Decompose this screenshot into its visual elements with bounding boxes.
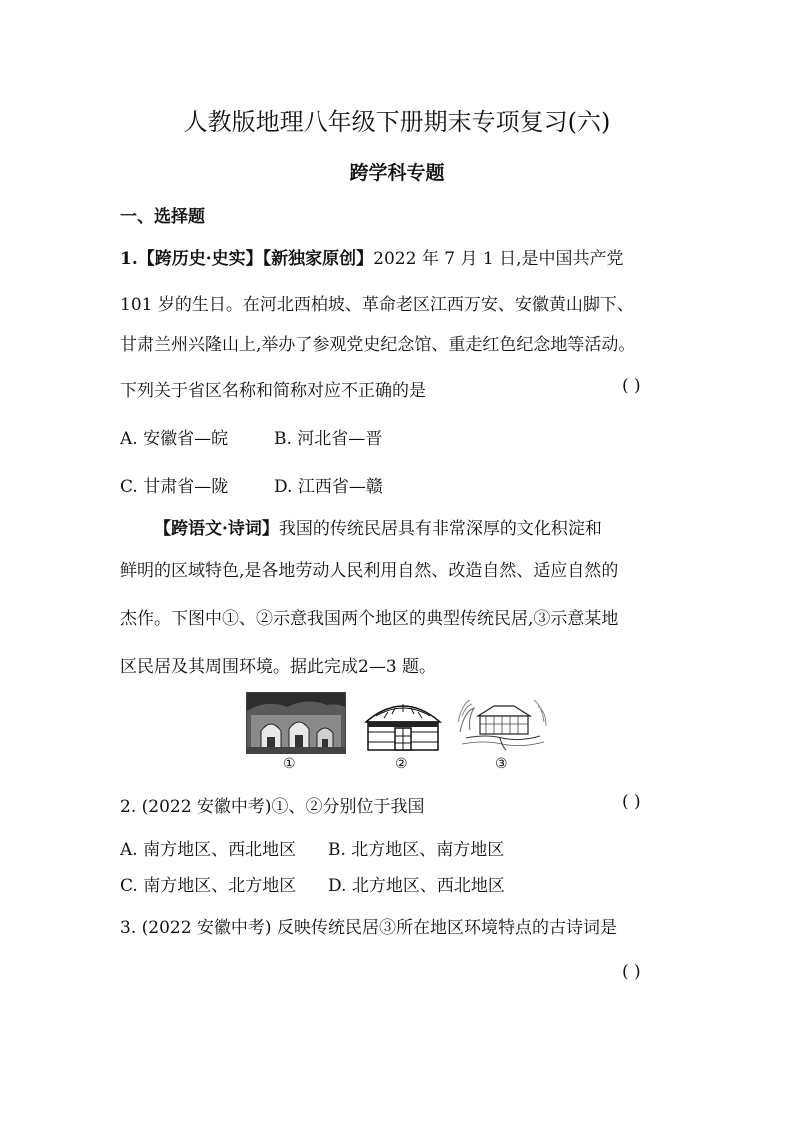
q1-option-d: D. 江西省—赣 <box>274 477 383 497</box>
q1-option-a: A. 安徽省—皖 <box>120 429 229 449</box>
q1-tag-original: 【新独家原创】 <box>262 249 374 269</box>
q1-line-1 <box>120 244 624 269</box>
riverside-house-image <box>456 692 548 752</box>
figure-caption-3: ③ <box>495 756 508 772</box>
q3-stem: 3. (2022 安徽中考) 反映传统民居③所在地区环境特点的古诗词是 <box>120 918 617 938</box>
section-heading: 一、选择题 <box>120 207 205 227</box>
q2-answer-blank: ( ) <box>622 792 641 812</box>
q2-option-c: C. 南方地区、北方地区 <box>120 876 297 896</box>
q1-tag-history: 1.【跨历史·史实】 <box>120 249 263 269</box>
q2-option-d: D. 北方地区、西北地区 <box>328 876 505 896</box>
passage-tag-chinese: 【跨语文·诗词】 <box>154 519 279 539</box>
q1-answer-blank: ( ) <box>622 376 641 396</box>
page-title: 人教版地理八年级下册期末专项复习(六) <box>183 108 611 136</box>
q1-text-1: 2022 年 7 月 1 日,是中国共产党 <box>373 249 624 269</box>
q1-line-4: 下列关于省区名称和简称对应不正确的是 <box>120 381 426 401</box>
q2-option-b: B. 北方地区、南方地区 <box>328 840 505 860</box>
q1-option-c: C. 甘肃省—陇 <box>120 477 229 497</box>
q1-line-3: 甘肃兰州兴隆山上,举办了参观党史纪念馆、重走红色纪念地等活动。 <box>120 335 636 355</box>
passage-line-4: 区民居及其周围环境。据此完成2—3 题。 <box>120 657 437 677</box>
q2-stem: 2. (2022 安徽中考)①、②分别位于我国 <box>120 797 425 817</box>
q2-option-a: A. 南方地区、西北地区 <box>120 840 297 860</box>
passage-line-3: 杰作。下图中①、②示意我国两个地区的典型传统民居,③示意某地 <box>120 609 619 629</box>
figure-caption-2: ② <box>395 756 408 772</box>
passage-line-2: 鲜明的区域特色,是各地劳动人民利用自然、改造自然、适应自然的 <box>120 561 619 581</box>
yurt-image <box>362 692 444 752</box>
figure-caption-1: ① <box>283 756 296 772</box>
q1-line-2: 101 岁的生日。在河北西柏坡、革命老区江西万安、安徽黄山脚下、 <box>120 295 634 315</box>
page-subtitle: 跨学科专题 <box>349 162 445 184</box>
q1-option-b: B. 河北省—晋 <box>274 429 383 449</box>
passage-line-1 <box>154 514 602 539</box>
cave-dwelling-image <box>246 692 346 754</box>
passage-text-1: 我国的传统民居具有非常深厚的文化积淀和 <box>278 519 602 539</box>
q3-answer-blank: ( ) <box>622 962 641 982</box>
